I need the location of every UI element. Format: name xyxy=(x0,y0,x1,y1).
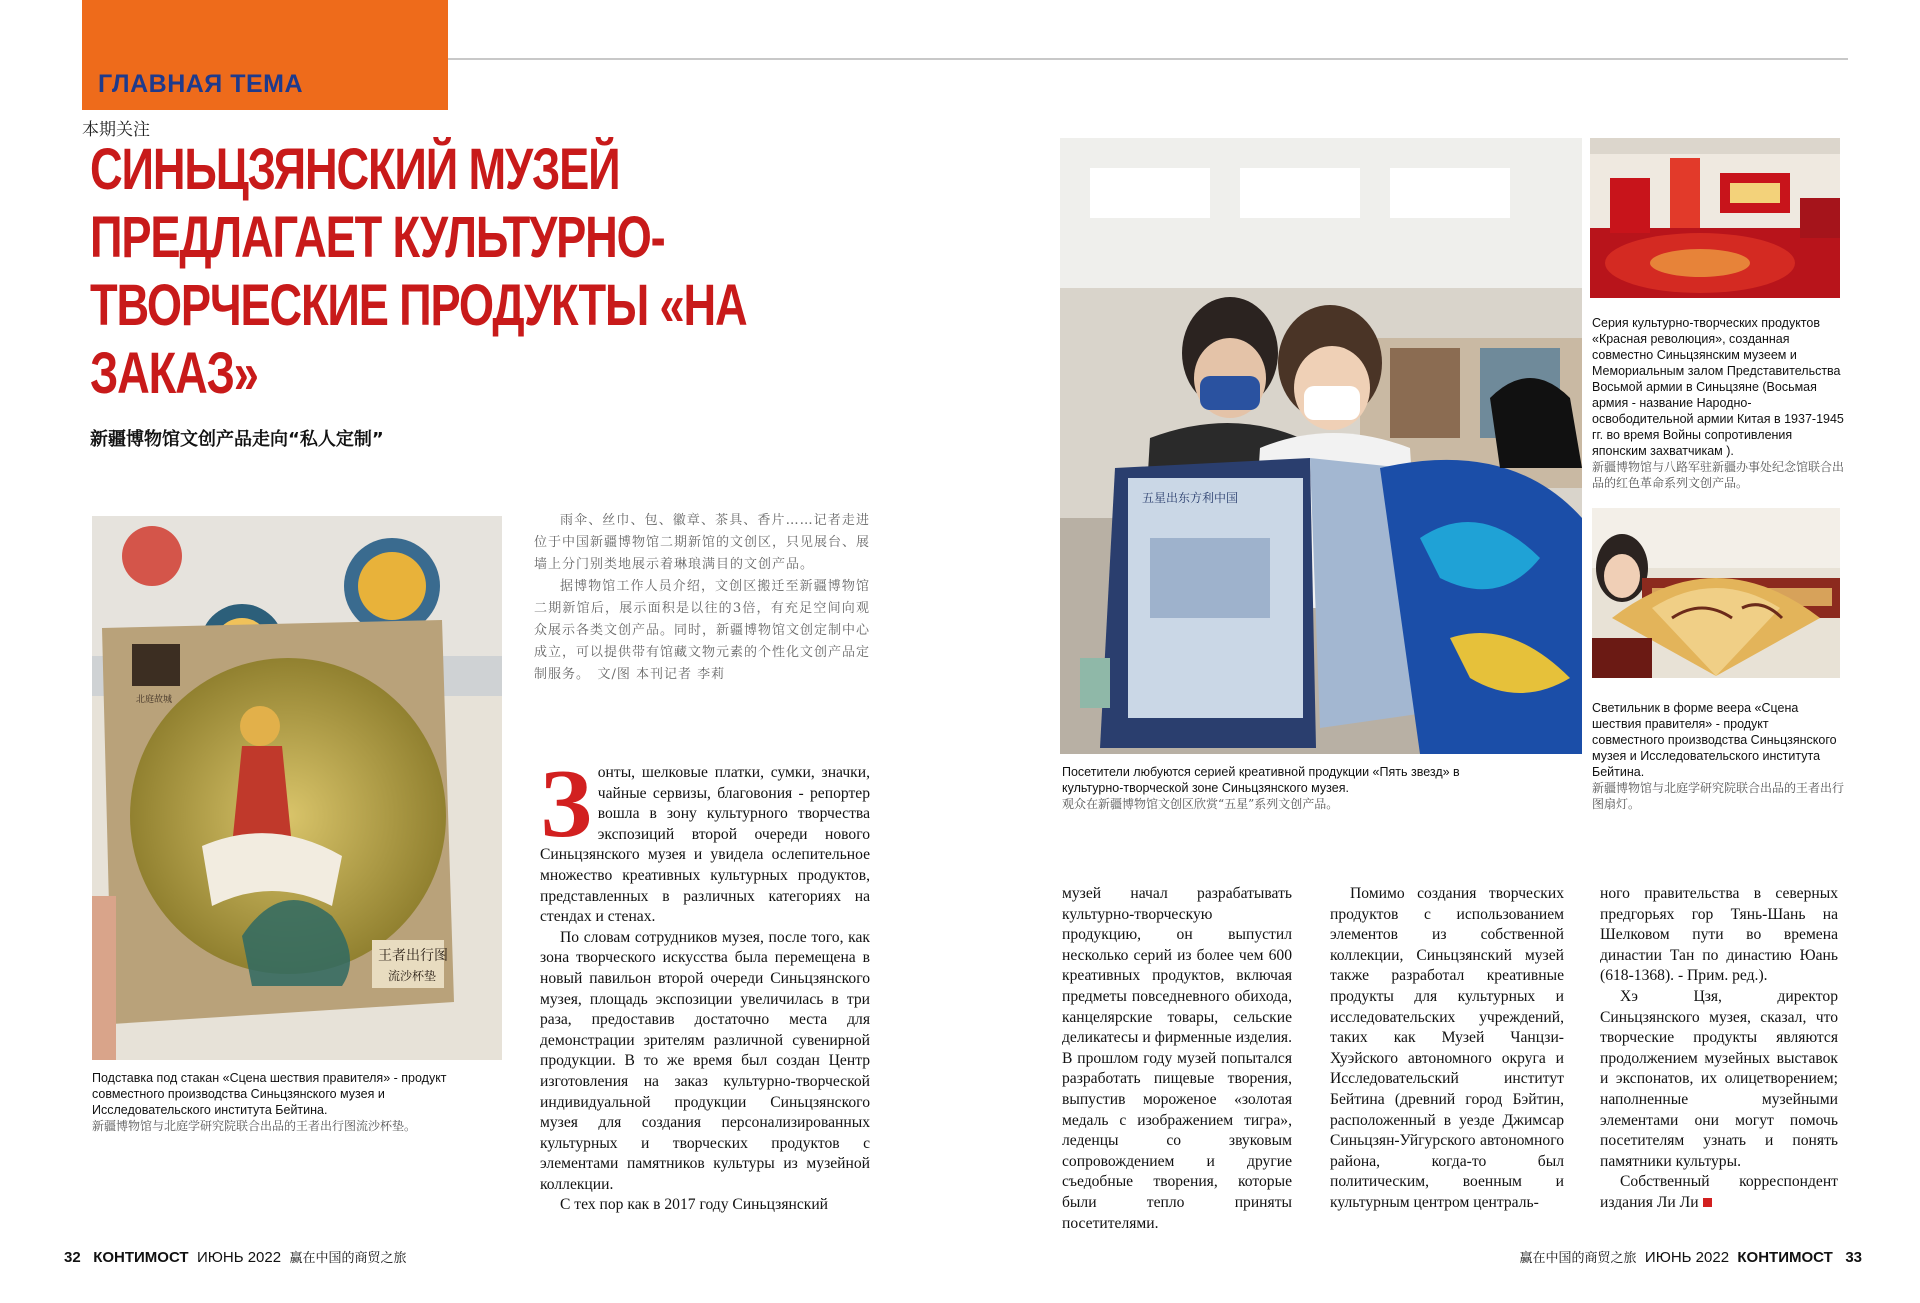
body-column-2 xyxy=(1062,884,1292,1234)
section-label: ГЛАВНАЯ ТЕМА xyxy=(98,70,304,98)
coaster-box-label: 北庭故城 xyxy=(136,695,173,705)
coaster-caption xyxy=(92,1070,502,1134)
red-caption-cn: 新疆博物馆与八路军驻新疆办事处纪念馆联合出品的红色革命系列文创产品。 xyxy=(1592,460,1845,490)
article-title: СИНЬЦЗЯНСКИЙ МУЗЕЙ ПРЕДЛАГАЕТ КУЛЬТУРНО-ТВОРЧЕСКИЕ ПРОДУКТЫ «НА ЗАКАЗ» xyxy=(90,137,747,406)
visitors-photo xyxy=(1060,138,1582,754)
visitors-caption xyxy=(1062,764,1522,812)
visitors-caption-ru: Посетители любуются серией креативной продукции «Пять звезд» в культурно-творческой зоне Синьцзянского музея. xyxy=(1062,765,1460,795)
coaster-product-label: 王者出行图 xyxy=(378,948,448,964)
footer-right-date: ИЮНЬ 2022 xyxy=(1644,1249,1730,1266)
header-rule xyxy=(448,58,1848,60)
coaster-product-sublabel: 流沙杯垫 xyxy=(388,969,437,983)
body-col1-p2: По словам сотрудников музея, после того, как зона творческого искусства была перемещена в новый павильон второй очереди Синьцзянского музея, площадь экспозиции увеличилась в три раза, предоставив достаточно места для демонстрации зрителям различной сувенирной продукции. В то же время был создан Центр изготовления на заказ культурно-творческой индивидуальной продукции Синьцзянского музея для создания персонализированных культурных и творческих продуктов с элементами памятников культуры из музейной коллекции. xyxy=(540,928,870,1193)
body-col3-text: Помимо создания творческих продуктов с использованием элементов из собственной коллекции, Синьцзянский музей также разработал креативные продукты для культурных и исследовательских учреждений, таких как Музей Чанцзи-Хуэйского автономного округа и Исследовательский институт Бейтина (древний город Бэйтин, расположенный в уезде Джимсар Синьцзян-Уйгурского автономного района, когда-то был политическим, военным и культурным центром централь- xyxy=(1330,885,1564,1211)
footer-right-cn: 赢在中国的商贸之旅 xyxy=(1519,1251,1637,1266)
coaster-photo xyxy=(92,516,502,1060)
body-col4-p3: Собственный корреспондент издания Ли Ли xyxy=(1600,1173,1838,1211)
coaster-caption-ru: Подставка под стакан «Сцена шествия правителя» - продукт совместного производства Синьцзянского музея и Исследовательского института Бейтина. xyxy=(92,1071,447,1117)
article-subtitle-cn: 新疆博物馆文创产品走向“私人定制” xyxy=(90,429,384,450)
fan-caption-ru: Светильник в форме веера «Сцена шествия правителя» - продукт совместного производства Синьцзянского музея и Исследовательского института Бейтина. xyxy=(1592,701,1837,779)
footer-right-page-number: 33 xyxy=(1845,1249,1862,1266)
section-label-cn: 本期关注 xyxy=(82,120,150,140)
red-revolution-photo xyxy=(1590,138,1840,298)
intro-cn-p1: 雨伞、丝巾、包、徽章、茶具、香片……记者走进位于中国新疆博物馆二期新馆的文创区，只见展台、展墙上分门别类地展示着琳琅满目的文创产品。 xyxy=(534,513,871,572)
body-col4-p1: ного правительства в северных предгорьях гор Тянь-Шань на Шелковом пути во времена династии Тан по династию Юань (618-1368). - Прим. ред.). xyxy=(1600,885,1838,985)
body-col2-text: музей начал разрабатывать культурно-творческую продукцию, он выпустил несколько серий из более чем 600 креативных продуктов, включая предметы повседневного обихода, канцелярские товары, сельские деликатесы и фирменные изделия. В прошлом году музей попытался разработать пищевые творения, выпустив мороженое «золотая медаль с изображением тигра», леденцы со звуковым сопровождением и другие съедобные творения, которые были тепло приняты посетителями. xyxy=(1062,885,1292,1232)
footer-right-magazine: КОНТИМОСТ xyxy=(1737,1249,1833,1266)
footer-left-date: ИЮНЬ 2022 xyxy=(196,1249,282,1266)
footer-left-magazine: КОНТИМОСТ xyxy=(93,1249,189,1266)
footer-left xyxy=(64,1247,406,1266)
body-col4-p2: Хэ Цзя, директор Синьцзянского музея, сказал, что творческие продукты являются продолжением музейных выставок и экспонатов, их олицетворением; наполненные музейными элементами они могут помочь посетителям узнать и понять памятники культуры. xyxy=(1600,987,1838,1170)
body-column-1 xyxy=(540,750,870,1216)
body-col1-p3: С тех пор как в 2017 году Синьцзянский xyxy=(560,1196,829,1214)
dropcap: З xyxy=(540,750,592,858)
fan-lamp-photo xyxy=(1592,508,1840,678)
footer-left-cn: 赢在中国的商贸之旅 xyxy=(289,1251,407,1266)
body-column-4 xyxy=(1600,884,1838,1214)
end-mark xyxy=(1703,1198,1712,1207)
red-caption-ru: Серия культурно-творческих продуктов «Красная революция», созданная совместно Синьцзянским музеем и Мемориальным залом Представительства Восьмой армии в Синьцзяне (Восьмая армия - название Народно-освободительной армии Китая в 1937-1945 гг. во время Войны сопротивления японским захватчикам ). xyxy=(1592,316,1844,458)
red-revolution-caption xyxy=(1592,315,1844,491)
coaster-caption-cn: 新疆博物馆与北庭学研究院联合出品的王者出行图流沙杯垫。 xyxy=(92,1119,417,1133)
body-column-3 xyxy=(1330,884,1564,1214)
footer-right xyxy=(1520,1247,1862,1266)
display-title: 五星出东方利中国 xyxy=(1142,491,1239,505)
body-col1-p1: онты, шелковые платки, сумки, значки, чайные сервизы, благовония - репортер вошла в зону культурного творчества экспозиций второй очереди нового Синьцзянского музея и увидела ослепительное множество креативных культурных продуктов, представленных в различных категориях на стендах и стенах. xyxy=(540,764,870,926)
footer-left-page-number: 32 xyxy=(64,1249,81,1266)
intro-cn-p2: 据博物馆工作人员介绍，文创区搬迁至新疆博物馆二期新馆后，展示面积是以往的3倍，有充足空间向观众展示各类文创产品。同时，新疆博物馆文创定制中心成立，可以提供带有馆藏文物元素的个性化文创产品定制服务。 文/图 本刊记者 李莉 xyxy=(534,579,871,682)
fan-caption-cn: 新疆博物馆与北庭学研究院联合出品的王者出行图扇灯。 xyxy=(1592,781,1845,811)
fan-lamp-caption xyxy=(1592,700,1844,812)
visitors-caption-cn: 观众在新疆博物馆文创区欣赏“五星”系列文创产品。 xyxy=(1062,797,1339,811)
intro-cn xyxy=(534,510,870,686)
